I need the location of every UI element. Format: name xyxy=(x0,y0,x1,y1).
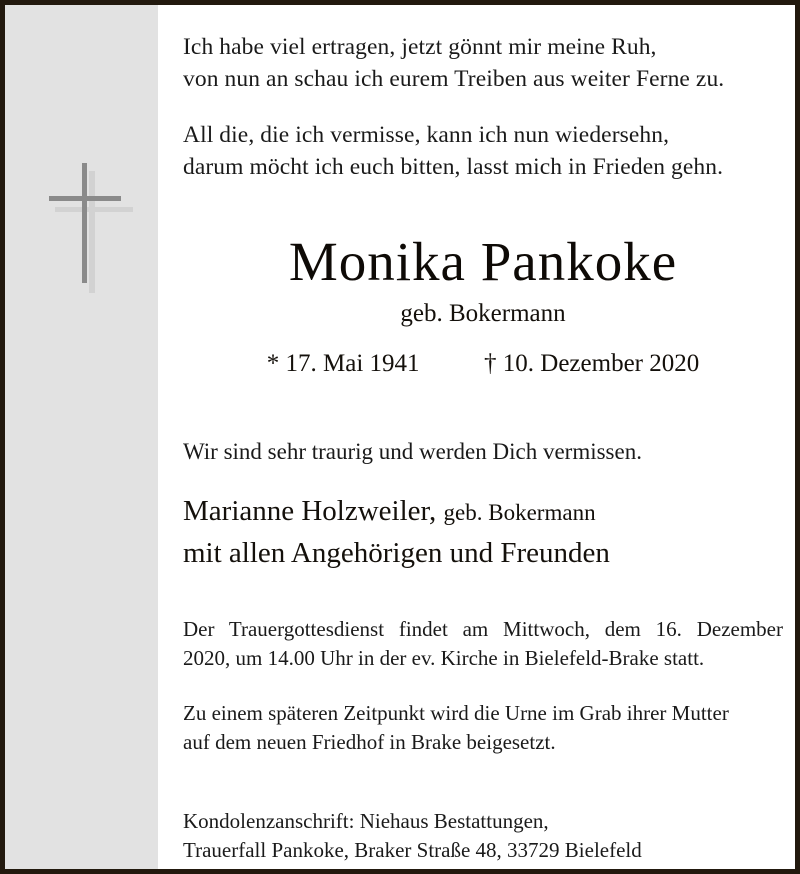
mourning-intro: Wir sind sehr traurig und werden Dich vermissen. xyxy=(183,439,642,464)
verse-two-line-1: All die, die ich vermisse, kann ich nun wiedersehn, xyxy=(183,122,670,148)
cross-stroke-vertical xyxy=(82,163,87,283)
birth-symbol: * xyxy=(266,350,280,377)
decorative-sidebar xyxy=(5,5,158,869)
life-dates xyxy=(183,349,783,379)
verse-two-line-2: darum möcht ich euch bitten, lasst mich in Frieden gehn. xyxy=(183,154,724,180)
death-date: 10. Dezember 2020 xyxy=(502,350,700,377)
family-primary-line xyxy=(183,491,783,533)
birth-date: 17. Mai 1941 xyxy=(285,350,420,377)
condolence-line-1: Kondolenzanschrift: Niehaus Bestattungen, xyxy=(183,809,549,833)
cross-stroke-horizontal xyxy=(49,196,121,201)
verse-one-line-2: von nun an schau ich eurem Treiben aus weiter Ferne zu. xyxy=(183,66,725,92)
funeral-service-info xyxy=(183,615,783,673)
family-others-line: mit allen Angehörigen und Freunden xyxy=(183,537,610,569)
condolence-address xyxy=(183,807,783,865)
family-primary-name: Marianne Holzweiler, xyxy=(183,495,437,527)
urn-burial-info xyxy=(183,699,783,757)
death-symbol: † xyxy=(484,350,497,377)
notice-content xyxy=(158,5,795,869)
service-line-1: Der Trauergottesdienst findet am Mittwoch, dem 16. Dezember xyxy=(183,617,783,641)
verse-two xyxy=(183,119,783,183)
family-primary-maiden: geb. Bokermann xyxy=(443,500,596,525)
condolence-line-2: Trauerfall Pankoke, Braker Straße 48, 33729 Bielefeld xyxy=(183,838,642,862)
service-line-2: 2020, um 14.00 Uhr in der ev. Kirche in Bielefeld-Brake statt. xyxy=(183,646,705,670)
verse-one-line-1: Ich habe viel ertragen, jetzt gönnt mir meine Ruh, xyxy=(183,34,657,60)
mourning-family xyxy=(183,491,783,573)
deceased-name: Monika Pankoke xyxy=(288,231,678,292)
cross-icon xyxy=(43,155,133,295)
verse-one xyxy=(183,31,783,95)
cross-shadow-vertical xyxy=(89,171,95,293)
urn-line-2: auf dem neuen Friedhof in Brake beigesetzt. xyxy=(183,730,556,754)
cross-shadow-horizontal xyxy=(55,207,133,212)
deceased-maiden-name: geb. Bokermann xyxy=(400,300,566,327)
urn-line-1: Zu einem späteren Zeitpunkt wird die Urne im Grab ihrer Mutter xyxy=(183,701,729,725)
